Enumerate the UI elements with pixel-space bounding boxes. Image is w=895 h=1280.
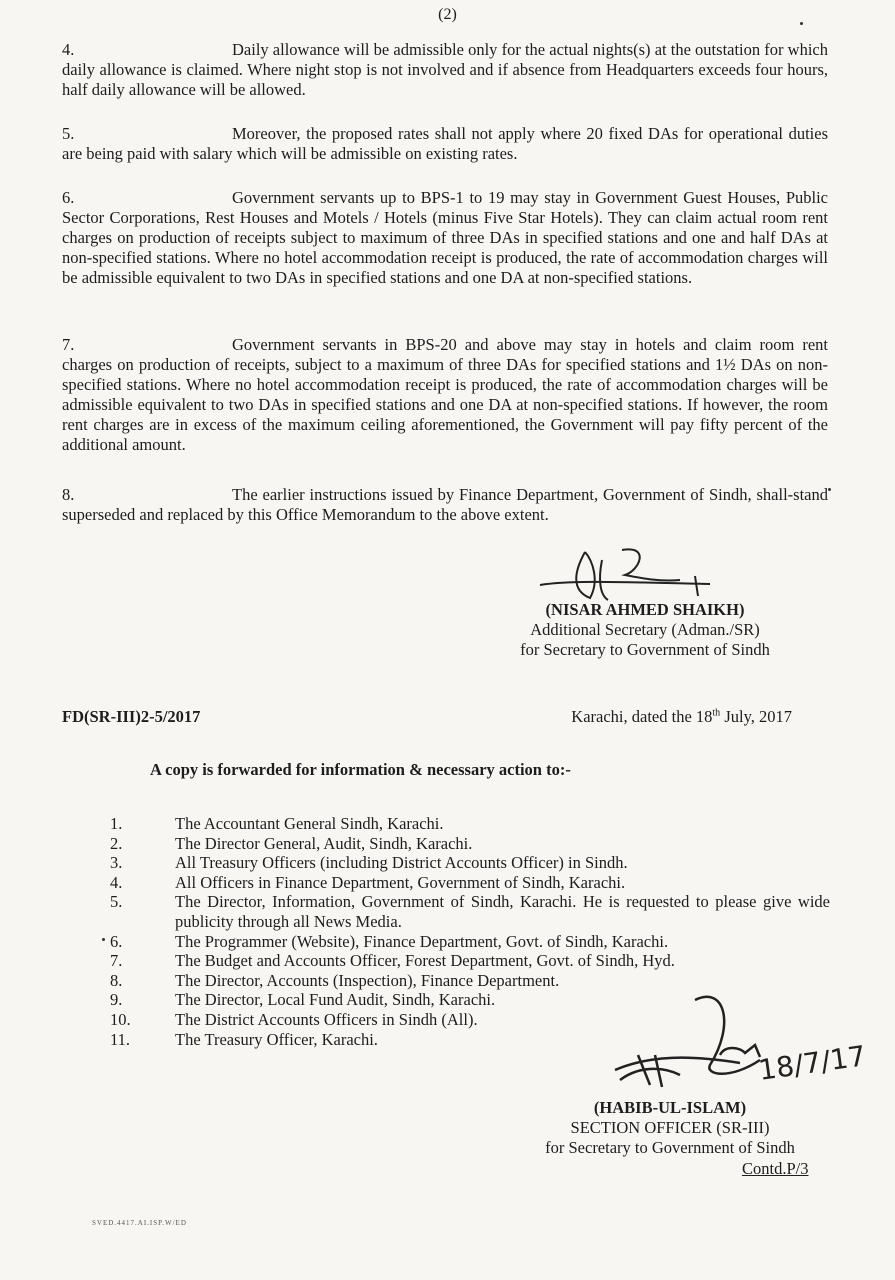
signature-2-handwriting bbox=[610, 985, 870, 1105]
list-number: 4. bbox=[110, 872, 123, 892]
paragraph-number: 8. bbox=[62, 485, 75, 504]
date-month-year: July, 2017 bbox=[720, 707, 792, 726]
signatory-1-title: Additional Secretary (Adman./SR) bbox=[530, 620, 760, 639]
footer-mark: SVED.4417.AI.ISP.W/ED bbox=[92, 1219, 187, 1227]
list-text: All Treasury Officers (including District Accounts Officer) in Sindh. bbox=[175, 853, 628, 873]
list-text: The Director General, Audit, Sindh, Karachi. bbox=[175, 833, 473, 853]
list-number: 5. bbox=[110, 892, 123, 912]
signatory-1-name: (NISAR AHMED SHAIKH) bbox=[545, 600, 745, 619]
signatory-2-for: for Secretary to Government of Sindh bbox=[545, 1138, 795, 1157]
list-item bbox=[110, 951, 830, 971]
paragraph-number: 6. bbox=[62, 188, 75, 207]
paragraph-text: Daily allowance will be admissible only for the actual nights(s) at the outstation for which daily allowance is claimed. Where night stop is not involved and if absence from Headquarters exceeds four hours, half daily allowance will be allowed. bbox=[62, 40, 828, 99]
paragraph-8 bbox=[62, 485, 828, 525]
paragraph-7 bbox=[62, 335, 828, 455]
paragraph-number: 7. bbox=[62, 335, 75, 354]
list-number: 11. bbox=[110, 1029, 131, 1049]
list-text: The Treasury Officer, Karachi. bbox=[175, 1029, 378, 1049]
list-text: The District Accounts Officers in Sindh (All). bbox=[175, 1009, 478, 1029]
paragraph-text: Moreover, the proposed rates shall not apply where 20 fixed DAs for operational duties are being paid with salary which will be admissible on existing rates. bbox=[62, 124, 828, 163]
list-number: 2. bbox=[110, 833, 123, 853]
list-item bbox=[110, 873, 830, 893]
signatory-2-title: SECTION OFFICER (SR-III) bbox=[570, 1118, 770, 1137]
list-number: 6. bbox=[110, 931, 123, 951]
scan-speck bbox=[102, 938, 105, 941]
list-item bbox=[110, 892, 830, 931]
signatory-2-block bbox=[520, 1098, 820, 1158]
paragraph-text: The earlier instructions issued by Finance Department, Government of Sindh, shall-stand superseded and replaced by this Office Memorandum to the above extent. bbox=[62, 485, 828, 524]
list-item bbox=[110, 814, 830, 834]
signatory-2-name: (HABIB-UL-ISLAM) bbox=[593, 1098, 747, 1117]
reference-date bbox=[571, 707, 792, 727]
date-prefix: Karachi, dated the 18 bbox=[571, 707, 713, 726]
list-text: The Director, Accounts (Inspection), Finance Department. bbox=[175, 970, 560, 990]
paragraph-text: Government servants in BPS-20 and above may stay in hotels and claim room rent charges on production of receipts, subject to a maximum of three DAs for specified stations and 1½ DAs on non-specified stations. Where no hotel accommodation receipt is produced, the rate of accommodation charges will be admissible equivalent to two DAs in specified stations and one DA at non-specified stations. If however, the room rent charges are in excess of the maximum ceiling aforementioned, the Government will pay fifty percent of the additional amount. bbox=[62, 335, 828, 454]
list-text: The Accountant General Sindh, Karachi. bbox=[175, 814, 444, 833]
paragraph-4 bbox=[62, 40, 828, 100]
date-suffix-ordinal: th bbox=[712, 707, 721, 719]
list-number: 9. bbox=[110, 990, 123, 1010]
paragraph-5 bbox=[62, 124, 828, 164]
page-number: (2) bbox=[438, 6, 457, 23]
handwritten-date: 18/7/17 bbox=[756, 1039, 868, 1087]
paragraph-text: Government servants up to BPS-1 to 19 may stay in Government Guest Houses, Public Sector Corporations, Rest Houses and Motels / Hotels (minus Five Star Hotels). They can claim actual room rent charges on production of receipts subject to maximum of three DAs in specified stations and one and half DAs at non-specified stations. Where no hotel accommodation receipt is produced, the rate of accommodation charges will be admissible equivalent to two DAs in specified stations and one DA at non-specified stations. bbox=[62, 188, 828, 287]
copy-heading: A copy is forwarded for information & necessary action to:- bbox=[150, 760, 571, 779]
list-number: 3. bbox=[110, 853, 123, 873]
list-number: 1. bbox=[110, 814, 123, 833]
signatory-1-block bbox=[490, 600, 800, 660]
list-text: All Officers in Finance Department, Government of Sindh, Karachi. bbox=[175, 872, 626, 892]
list-number: 10. bbox=[110, 1009, 131, 1029]
list-text: The Director, Local Fund Audit, Sindh, Karachi. bbox=[175, 990, 496, 1010]
list-number: 8. bbox=[110, 970, 123, 990]
list-item bbox=[110, 932, 830, 952]
list-text: The Programmer (Website), Finance Department, Govt. of Sindh, Karachi. bbox=[175, 931, 669, 951]
paragraph-number: 5. bbox=[62, 124, 75, 143]
paragraph-number: 4. bbox=[62, 40, 75, 59]
continued-marker: Contd.P/3 bbox=[742, 1159, 809, 1178]
paragraph-6 bbox=[62, 188, 828, 288]
list-number: 7. bbox=[110, 951, 123, 971]
scan-speck bbox=[828, 488, 831, 491]
scan-speck bbox=[800, 22, 803, 25]
signatory-1-for: for Secretary to Government of Sindh bbox=[520, 640, 770, 659]
list-text: The Director, Information, Government of Sindh, Karachi. He is requested to please give wide publicity through all News Media. bbox=[175, 892, 830, 931]
list-text: The Budget and Accounts Officer, Forest Department, Govt. of Sindh, Hyd. bbox=[175, 951, 675, 971]
list-item bbox=[110, 834, 830, 854]
list-item bbox=[110, 853, 830, 873]
reference-number: FD(SR-III)2-5/2017 bbox=[62, 707, 201, 726]
